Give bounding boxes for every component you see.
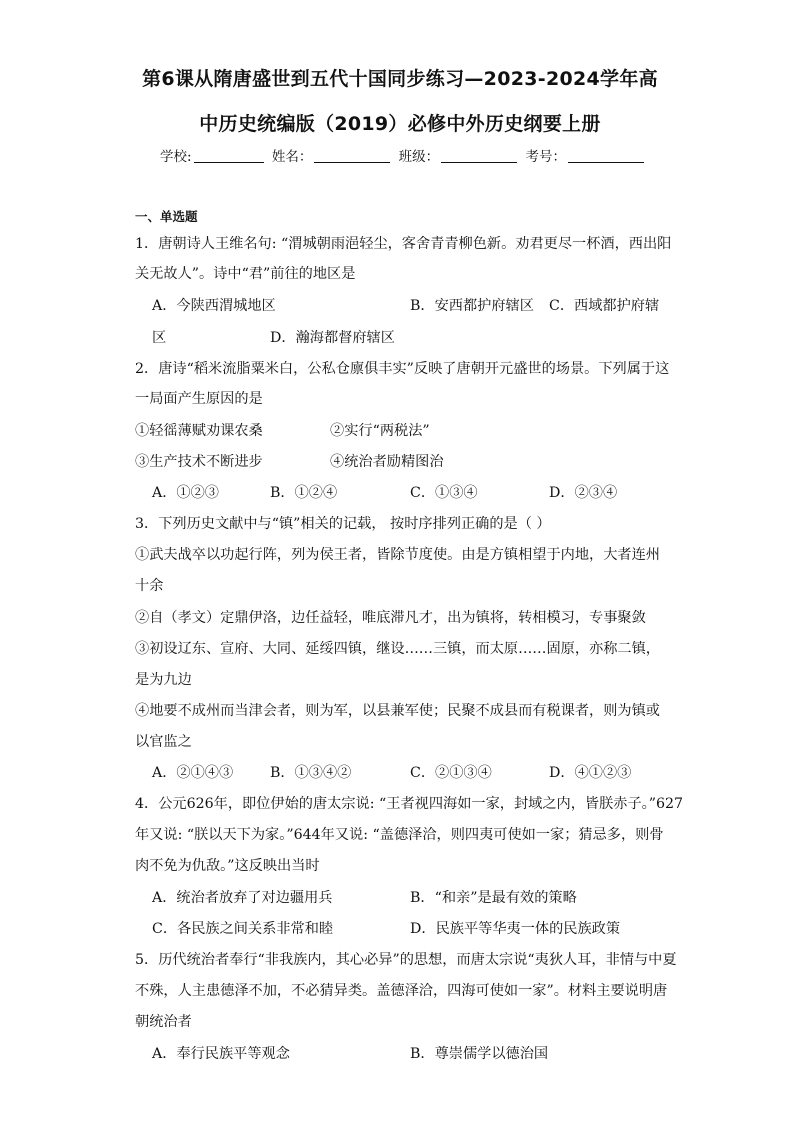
q3-option-b[interactable]: B．①③④② [270,765,352,781]
q3-stem-line-7: ④地要不成州而当津会者，则为军，以县兼军使；民聚不成县而有税课者，则为镇或 [135,703,660,719]
section-heading: 一、单选题 [135,209,198,224]
q4-stem-line-2: 年又说: “朕以天下为家。”644年又说: “盖德泽洽，则四夷可使如一家；猜忌多，则骨 [135,827,664,843]
name-field[interactable] [314,148,390,163]
q2-option-a[interactable]: A．①②③ [152,485,219,501]
number-label: 考号： [525,149,566,165]
q4-option-b[interactable]: B．“和亲”是最有效的策略 [410,890,577,906]
q3-option-d[interactable]: D．④①②③ [549,765,632,781]
q5-stem-line-2: 不殊，人主患德泽不加，不必猜异类。盖德泽洽，四海可使如一家”。材料主要说明唐 [135,983,668,999]
q4-stem-line-3: 肉不免为仇敌。”这反映出当时 [135,858,320,874]
q1-option-c[interactable]: C．西域都护府辖 [549,298,660,314]
q4-option-c[interactable]: C．各民族之间关系非常和睦 [152,921,334,937]
page-title-line-2: 中历史统编版（2019）必修中外历史纲要上册 [199,113,601,135]
page-title-line-1: 第6课从隋唐盛世到五代十国同步练习—2023-2024学年高 [142,68,658,90]
q1-option-b[interactable]: B．安西都护府辖区 [410,298,534,314]
q5-option-a[interactable]: A．奉行民族平等观念 [152,1046,290,1062]
q4-option-a[interactable]: A．统治者放弃了对边疆用兵 [152,890,333,906]
name-label: 姓名： [271,149,313,165]
q2-stem-line-1: 2．唐诗“稻米流脂粟米白，公私仓廪俱丰实”反映了唐朝开元盛世的场景。下列属于这 [135,361,670,377]
q1-option-a[interactable]: A．今陕西渭城地区 [152,298,276,314]
q3-option-a[interactable]: A．②①④③ [152,765,234,781]
q3-stem-line-6: 是为九边 [135,672,192,688]
q3-stem-line-1: 3．下列历史文献中与“镇”相关的记载， 按时序排列正确的是（ ） [135,516,551,532]
q3-stem-line-5: ③初设辽东、宣府、大同、延绥四镇，继设……三镇，而太原……固原，亦称二镇， [135,641,660,657]
q3-stem-line-3: 十余 [135,578,164,594]
class-label: 班级： [398,149,440,165]
q1-option-c-wrap[interactable]: 区 [152,330,167,346]
q3-option-c[interactable]: C．②①③④ [410,765,492,781]
q5-option-b[interactable]: B．尊崇儒学以德治国 [410,1046,549,1062]
q2-stem-line-2: 一局面产生原因的是 [135,391,263,407]
q3-stem-line-2: ①武夫战卒以功起行阵，列为侯王者，皆除节度使。由是方镇相望于内地，大者连州 [135,547,660,563]
number-field[interactable] [568,148,644,163]
q2-option-c[interactable]: C．①③④ [410,485,478,501]
q1-stem-line-2: 关无故人”。诗中“君”前往的地区是 [135,266,356,282]
q1-stem-line-1: 1．唐朝诗人王维名句: “渭城朝雨浥轻尘，客舍青青柳色新。劝君更尽一杯酒，西出阳 [135,236,672,252]
q4-stem-line-1: 4．公元626年，即位伊始的唐太宗说: “王者视四海如一家，封域之内，皆朕赤子。”627 [135,796,684,812]
q5-stem-line-3: 朝统治者 [135,1014,192,1030]
q2-option-b[interactable]: B．①②④ [270,485,338,501]
q2-item-3: ③生产技术不断进步 [135,454,263,470]
q4-option-d[interactable]: D．民族平等华夷一体的民族政策 [410,921,621,937]
class-field[interactable] [441,148,517,163]
q3-stem-line-8: 以官监之 [135,734,192,750]
q2-option-d[interactable]: D．②③④ [549,485,618,501]
school-field[interactable] [194,148,264,163]
q5-stem-line-1: 5．历代统治者奉行“非我族内，其心必异”的思想，而唐太宗说“夷狄人耳，非情与中夏 [135,952,677,968]
q3-stem-line-4: ②自（孝文）定鼎伊洛，边任益轻，唯底滞凡才，出为镇将，转相模习，专事聚敛 [135,610,646,626]
q1-option-d[interactable]: D．瀚海都督府辖区 [270,330,395,346]
q2-item-4: ④统治者励精图治 [330,454,444,470]
student-info-row [160,145,648,165]
q2-item-2: ②实行“两税法” [330,423,430,439]
school-label: 学校: [160,149,192,165]
q2-item-1: ①轻徭薄赋劝课农桑 [135,423,263,439]
